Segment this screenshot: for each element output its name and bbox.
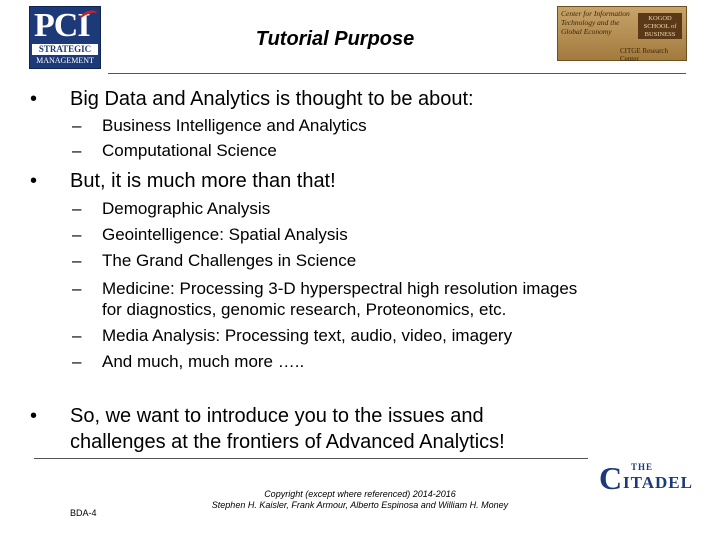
dash-marker: –: [72, 352, 82, 371]
slide-number: BDA-4: [70, 508, 97, 518]
dash-marker: –: [72, 116, 82, 135]
pci-strategic-management-logo: [29, 6, 101, 69]
bullet-2-text: But, it is much more than that!: [70, 170, 336, 192]
citge-logo: [557, 6, 687, 61]
citadel-logo: [595, 460, 695, 496]
sub-item-text: Medicine: Processing 3-D hyperspectral high resolution images: [102, 279, 578, 298]
pci-logo-line2: MANAGEMENT: [36, 56, 94, 65]
citge-logo-right-text: KOGOD SCHOOL of BUSINESS: [638, 13, 682, 39]
dash-marker: –: [72, 141, 82, 160]
dash-marker: –: [72, 251, 82, 270]
citge-logo-bottom-text: CITGE Research Center: [620, 47, 669, 63]
bullet-3-text-line2: challenges at the frontiers of Advanced Analytics!: [70, 431, 505, 453]
bullet-1-text: Big Data and Analytics is thought to be about:: [70, 88, 474, 110]
bullet-marker: •: [30, 170, 38, 192]
sub-item-text: Media Analysis: Processing text, audio, video, imagery: [102, 326, 513, 345]
sub-item-text: Business Intelligence and Analytics: [102, 116, 367, 135]
sub-item-text: Computational Science: [102, 141, 277, 160]
bullet-3-text-line1: So, we want to introduce you to the issues and: [70, 405, 484, 427]
bullet-marker: •: [30, 88, 38, 110]
citadel-logo-rest: ITADEL: [623, 473, 693, 492]
pci-logo-letters: PCI: [34, 7, 90, 44]
sub-item-text: Geointelligence: Spatial Analysis: [102, 225, 348, 244]
dash-marker: –: [72, 326, 82, 345]
dash-marker: –: [72, 279, 82, 298]
copyright-line1: Copyright (except where referenced) 2014-2016: [264, 489, 456, 499]
slide-title: Tutorial Purpose: [255, 28, 415, 50]
dash-marker: –: [72, 199, 82, 218]
sub-item-text: The Grand Challenges in Science: [102, 251, 357, 270]
bullet-marker: •: [30, 405, 38, 427]
citadel-logo-the: THE: [631, 462, 654, 472]
sub-item-text: for diagnostics, genomic research, Proteonomics, etc.: [102, 300, 507, 319]
sub-item-text: Demographic Analysis: [102, 199, 271, 218]
pci-logo-line1: STRATEGIC: [32, 44, 98, 55]
footer-divider: [34, 458, 588, 459]
sub-item-text: And much, much more …..: [102, 352, 305, 371]
dash-marker: –: [72, 225, 82, 244]
copyright-line2: Stephen H. Kaisler, Frank Armour, Alberto Espinosa and William H. Money: [211, 500, 509, 510]
footer-copyright: [150, 489, 570, 511]
citge-logo-left-text: Center for Information Technology and the Global Economy: [561, 9, 630, 36]
citadel-logo-c: C: [599, 460, 623, 496]
title-divider: [108, 73, 686, 74]
